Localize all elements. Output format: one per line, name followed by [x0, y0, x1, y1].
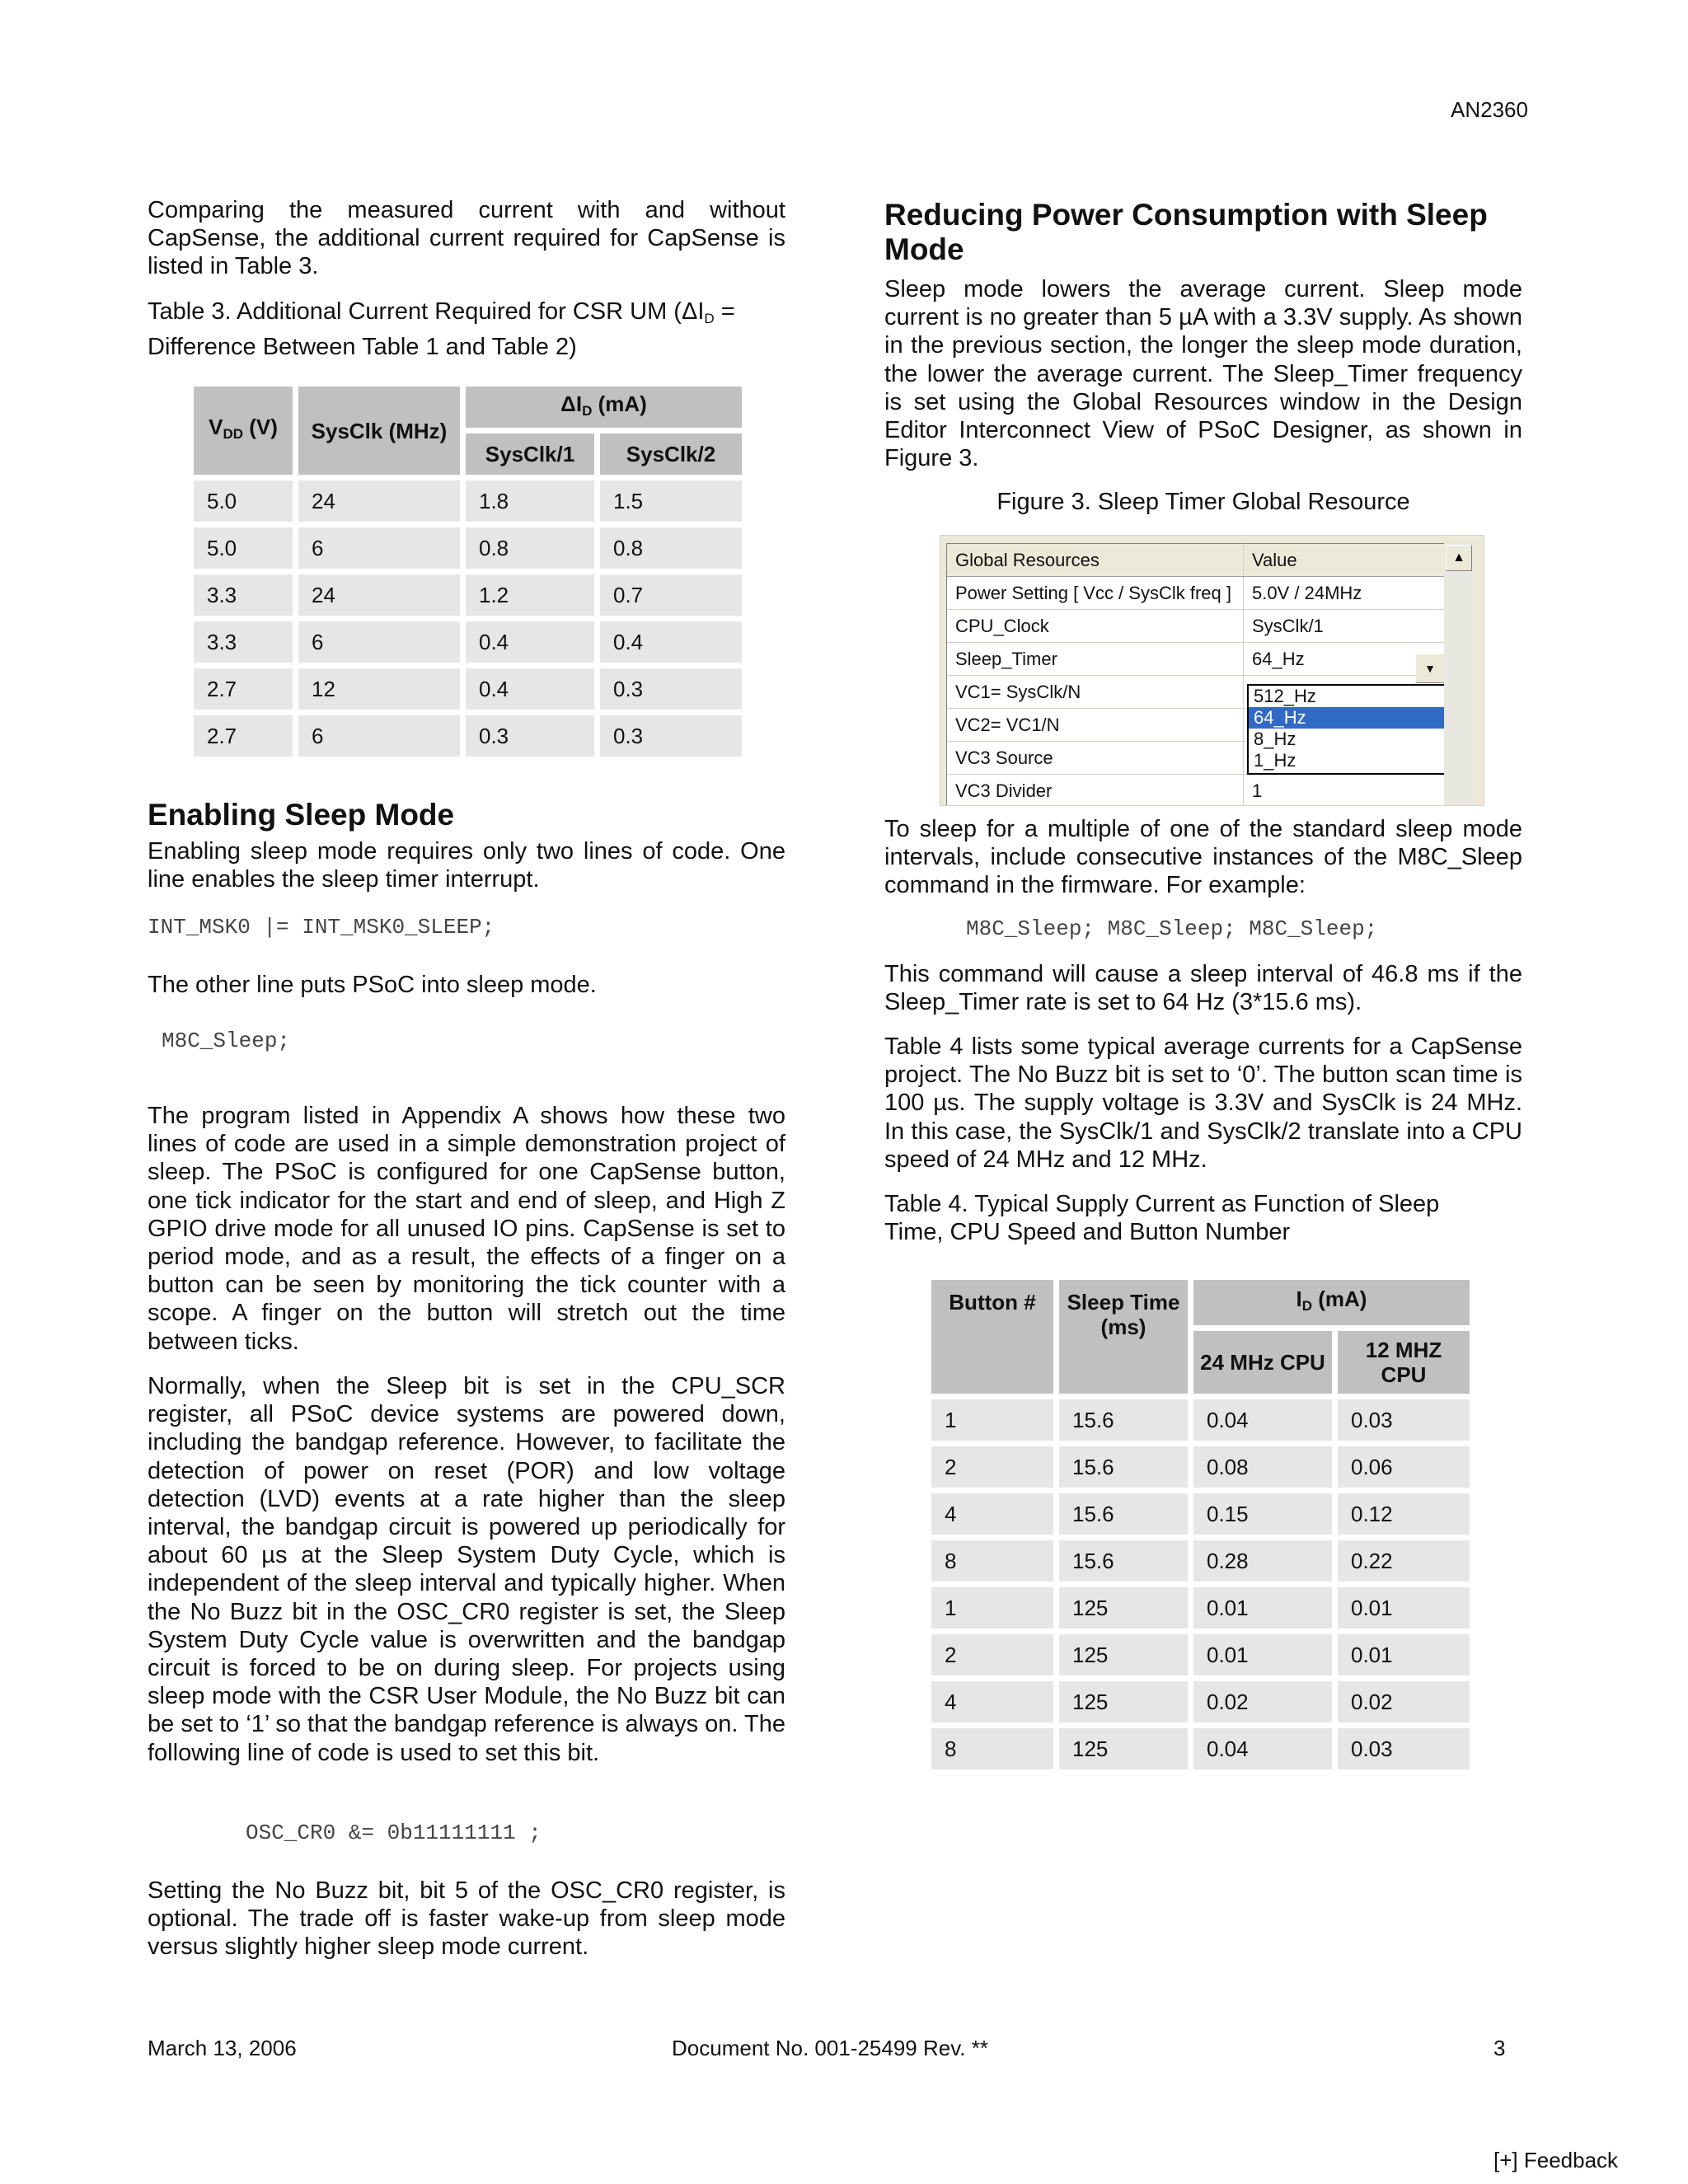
vertical-scrollbar[interactable] — [1444, 543, 1474, 805]
document-id: AN2360 — [1451, 97, 1528, 122]
row-label: Sleep_Timer — [955, 649, 1057, 669]
row-label: VC3 Source — [955, 748, 1053, 768]
program-paragraph: The program listed in Appendix A shows how these two lines of code are used in a simple demonstration project of sleep. The PSoC is configured for one CapSense button, one tick indicator for the start and end of sleep, and High Z GPIO drive mode for all unused IO pins. CapSense is set to period mode, and as a result, the effects of a finger on a button can be seen by monitoring the tick counter with a scope. A finger on the button will stretch out the time between ticks. — [148, 1103, 785, 1355]
other-line-paragraph: The other line puts PSoC into sleep mode. — [148, 972, 597, 998]
row-label: Power Setting [ Vcc / SysClk freq ] — [955, 583, 1232, 603]
global-resources-grid — [946, 543, 1445, 806]
table-row: 3.3 24 1.2 0.7 — [194, 574, 742, 616]
table-row: 1 15.6 0.04 0.03 — [931, 1399, 1470, 1441]
sleep-timer-select[interactable]: 64_Hz — [1252, 649, 1305, 669]
header-id: $I_D$ (mA) — [1193, 1280, 1470, 1325]
dropdown-option[interactable]: 1_Hz — [1254, 750, 1296, 771]
table-row: 3.3 6 0.4 0.4 — [194, 621, 742, 663]
table-row: 4 15.6 0.15 0.12 — [931, 1493, 1470, 1535]
column-value: Value — [1252, 550, 1297, 570]
sleep-timer-dropdown-list[interactable] — [1247, 684, 1448, 775]
footer-page-number: 3 — [1493, 2036, 1506, 2060]
enabling-paragraph: Enabling sleep mode requires only two lines of code. One line enables the sleep timer interrupt. — [148, 838, 785, 893]
dropdown-option-selected[interactable]: 64_Hz — [1249, 707, 1447, 729]
grid-row-vc3-divider[interactable] — [947, 775, 1445, 806]
header-sleep-time: Sleep Time (ms) — [1059, 1280, 1188, 1394]
command-paragraph: This command will cause a sleep interval of 46.8 ms if the Sleep_Timer rate is set to 64 Hz (3*15.6 ms). — [884, 961, 1522, 1016]
header-sysclk2: SysClk/2 — [600, 434, 742, 475]
table-row: 2.7 6 0.3 0.3 — [194, 715, 742, 757]
header-12mhz: 12 MHZ CPU — [1338, 1331, 1470, 1394]
code-int-msk0: INT_MSK0 |= INT_MSK0_SLEEP; — [148, 915, 495, 940]
global-resources-window — [940, 535, 1484, 806]
sleep-paragraph: Sleep mode lowers the average current. Sleep mode current is no greater than 5 µA with a 3.3V supply. As shown in the previous section, the longer the sleep mode duration, the lower the average current. The Sleep_Timer frequency is set using the Global Resources window in the Design Editor Interconnect View of PSoC Designer, as shown in Figure 3. — [884, 276, 1522, 472]
table3-caption-part: = Difference Between Table 1 and Table 2) — [148, 298, 735, 361]
table-row: 2 15.6 0.08 0.06 — [931, 1446, 1470, 1488]
row-value: 1 — [1252, 780, 1263, 801]
code-m8c-sleep: M8C_Sleep; — [162, 1029, 291, 1053]
column-global-resources: Global Resources — [955, 550, 1100, 570]
dropdown-option[interactable]: 512_Hz — [1254, 686, 1316, 706]
grid-row-cpu-clock[interactable] — [947, 610, 1445, 643]
table-row: 2.7 12 0.4 0.3 — [194, 668, 742, 710]
table-row: 2 125 0.01 0.01 — [931, 1634, 1470, 1675]
footer-date: March 13, 2006 — [148, 2036, 297, 2060]
code-osc-cr0: OSC_CR0 &= 0b11111111 ; — [246, 1821, 542, 1845]
dropdown-option[interactable]: 8_Hz — [1254, 729, 1296, 749]
header-vdd: $V_{DD}$ (V) — [194, 387, 293, 475]
footer-document-number: Document No. 001-25499 Rev. ** — [672, 2036, 988, 2060]
table-row: 5.0 6 0.8 0.8 — [194, 527, 742, 569]
header-24mhz: 24 MHz CPU — [1193, 1331, 1332, 1394]
header-sysclk1: SysClk/1 — [466, 434, 594, 475]
subscript: D — [704, 311, 715, 326]
table3-caption-part: Table 3. Additional Current Required for CSR UM ( — [148, 298, 682, 325]
dropdown-arrow-icon[interactable]: ▼ — [1415, 654, 1445, 683]
code-m8c-sleep-triple: M8C_Sleep; M8C_Sleep; M8C_Sleep; — [966, 916, 1378, 941]
grid-row-sleep-timer[interactable] — [947, 643, 1445, 676]
row-value: 5.0V / 24MHz — [1252, 583, 1362, 603]
row-label: CPU_Clock — [955, 616, 1049, 636]
table4-caption: Table 4. Typical Supply Current as Function of Sleep Time, CPU Speed and Button Number — [884, 1191, 1440, 1246]
scroll-up-icon[interactable]: ▲ — [1446, 545, 1472, 571]
table4-intro-paragraph: Table 4 lists some typical average currents for a CapSense project. The No Buzz bit is set to ‘0’. The button scan time is 100 µs. The supply voltage is 3.3V and SysClk is 24 MHz. In this case, the SysClk/1 and SysClk/2 translate into a CPU speed of 24 MHz and 12 MHz. — [884, 1033, 1522, 1173]
table-row: 1 125 0.01 0.01 — [931, 1587, 1470, 1629]
normally-paragraph: Normally, when the Sleep bit is set in the CPU_SCR register, all PSoC device systems are powered down, including the bandgap reference. However, to facilitate the detection of power on reset (POR) and low voltage detection (LVD) events at a rate higher than the sleep interval, the bandgap circuit is powered up periodically for about 60 µs at the Sleep System Duty Cycle, which is independent of the sleep interval and typically higher. When the No Buzz bit in the OSC_CR0 register is set, the Sleep System Duty Cycle value is overwritten and the bandgap circuit is forced to be on during sleep. For projects using sleep mode with the CSR User Module, the No Buzz bit can be set to ‘1’ so that the bandgap reference is always on. The following line of code is used to set this bit. — [148, 1373, 785, 1766]
header-delta-id: $\Delta I_D$ (mA) — [466, 387, 742, 428]
to-sleep-paragraph: To sleep for a multiple of one of the standard sleep mode intervals, include consecutive instances of the M8C_Sleep command in the firmware. For example: — [884, 816, 1522, 899]
row-value: SysClk/1 — [1252, 616, 1324, 636]
grid-row-power-setting[interactable] — [947, 577, 1445, 610]
row-label: VC1= SysClk/N — [955, 682, 1081, 702]
table-row: 8 15.6 0.28 0.22 — [931, 1540, 1470, 1582]
feedback-link[interactable]: [+] Feedback — [1493, 2148, 1619, 2172]
intro-paragraph: Comparing the measured current with and without CapSense, the additional current required for CapSense is listed in Table 3. — [148, 197, 785, 280]
row-label: VC2= VC1/N — [955, 715, 1060, 735]
setting-paragraph: Setting the No Buzz bit, bit 5 of the OSC_CR0 register, is optional. The trade off is faster wake-up from sleep mode versus slightly higher sleep mode current. — [148, 1877, 785, 1961]
header-button: Button # — [931, 1280, 1053, 1394]
heading-reducing-power: Reducing Power Consumption with Sleep Mode — [884, 198, 1488, 266]
header-sysclk: SysClk (MHz) — [298, 387, 460, 475]
table-row: 5.0 24 1.8 1.5 — [194, 480, 742, 522]
heading-enabling-sleep-mode: Enabling Sleep Mode — [148, 798, 455, 832]
table3-caption — [148, 298, 785, 361]
row-label: VC3 Divider — [955, 780, 1053, 801]
table-row: 8 125 0.04 0.03 — [931, 1728, 1470, 1769]
delta-symbol: ΔI — [681, 298, 705, 325]
table-row: 4 125 0.02 0.02 — [931, 1681, 1470, 1722]
table4 — [926, 1274, 1475, 1775]
figure3-caption: Figure 3. Sleep Timer Global Resource — [996, 489, 1410, 515]
grid-header — [947, 544, 1445, 577]
table3 — [188, 381, 748, 762]
